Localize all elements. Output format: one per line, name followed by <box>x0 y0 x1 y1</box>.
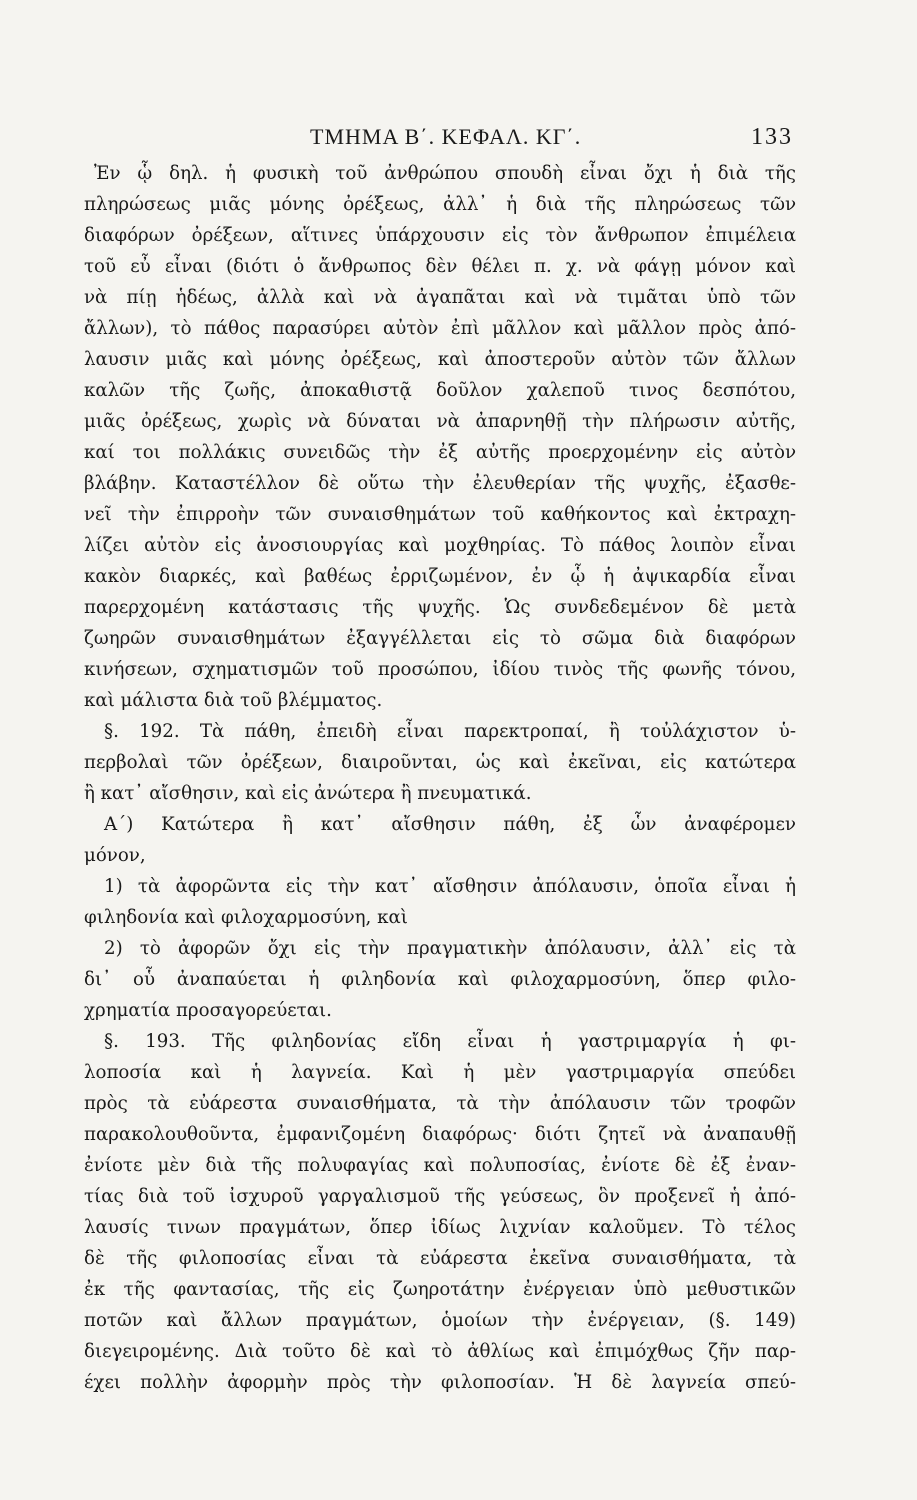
text-line: καί τοι πολλάκις συνειδῶς τὴν ἐξ αὐτῆς προερχομένην εἰς αὐτὸν <box>84 442 796 463</box>
text-line: λαυσιν μιᾶς καὶ μόνης ὀρέξεως, καὶ ἀποστεροῦν αὐτὸν τῶν ἄλλων <box>84 349 796 370</box>
running-title: ΤΜΗΜΑ Β΄. ΚΕΦΑΛ. ΚΓ΄. <box>310 124 582 149</box>
text-line: κινήσεων, σχηματισμῶν τοῦ προσώπου, ἰδίου τινὸς τῆς φωνῆς τόνου, <box>84 659 796 680</box>
text-line: ἐνίοτε μὲν διὰ τῆς πολυφαγίας καὶ πολυποσίας, ἐνίοτε δὲ ἐξ ἐναν- <box>84 1155 796 1176</box>
text-line: μόνον, <box>84 845 146 866</box>
text-line: διεγειρομένης. Διὰ τοῦτο δὲ καὶ τὸ ἀθλίως καὶ ἐπιμόχθως ζῆν παρ- <box>84 1341 796 1362</box>
section-line: §. 192. Τὰ πάθη, ἐπειδὴ εἶναι παρεκτροπαί, ἢ τοὐλάχιστον ὑ- <box>104 721 796 742</box>
text-line: τοῦ εὖ εἶναι (διότι ὁ ἄνθρωπος δὲν θέλει π. χ. νὰ φάγῃ μόνον καὶ <box>84 256 796 277</box>
running-head <box>88 124 793 158</box>
text-line: λίζει αὐτὸν εἰς ἀνοσιουργίας καὶ μοχθηρίας. Τὸ πάθος λοιπὸν εἶναι <box>84 535 796 556</box>
text-line: μιᾶς ὀρέξεως, χωρὶς νὰ δύναται νὰ ἀπαρνηθῇ τὴν πλήρωσιν αὐτῆς, <box>84 411 796 432</box>
text-line: έχει πολλὴν ἀφορμὴν πρὸς τὴν φιλοποσίαν. Ἡ δὲ λαγνεία σπεύ- <box>84 1372 796 1393</box>
text-line: παρακολουθοῦντα, ἐμφανιζομένη διαφόρως· διότι ζητεῖ νὰ ἀναπαυθῇ <box>84 1124 796 1145</box>
text-line: πρὸς τὰ εὐάρεστα συναισθήματα, τὰ τὴν ἀπόλαυσιν τῶν τροφῶν <box>84 1093 796 1114</box>
text-line: κακὸν διαρκές, καὶ βαθέως ἐρριζωμένον, ἐν ᾧ ἡ ἀψικαρδία εἶναι <box>84 566 796 587</box>
text-line: Α΄) Κατώτερα ἢ κατ᾽ αἴσθησιν πάθη, ἐξ ὧν ἀναφέρομεν <box>104 814 796 835</box>
section-line: §. 193. Τῆς φιληδονίας εἴδη εἶναι ἡ γαστριμαργία ἡ φι- <box>104 1031 796 1052</box>
text-line: λαυσίς τινων πραγμάτων, ὅπερ ἰδίως λιχνίαν καλοῦμεν. Τὸ τέλος <box>84 1217 796 1238</box>
text-line: ἄλλων), τὸ πάθος παρασύρει αὐτὸν ἐπὶ μᾶλλον καὶ μᾶλλον πρὸς ἀπό- <box>84 318 796 339</box>
text-line: δὲ τῆς φιλοποσίας εἶναι τὰ εὐάρεστα ἐκεῖνα συναισθήματα, τὰ <box>84 1248 796 1269</box>
text-line: καλῶν τῆς ζωῆς, ἀποκαθιστᾷ δοῦλον χαλεποῦ τινος δεσπότου, <box>84 380 796 401</box>
text-line: νὰ πίῃ ἡδέως, ἀλλὰ καὶ νὰ ἀγαπᾶται καὶ νὰ τιμᾶται ὑπὸ τῶν <box>84 287 796 308</box>
text-line: δι᾽ οὗ ἀναπαύεται ἡ φιληδονία καὶ φιλοχαρμοσύνη, ὅπερ φιλο- <box>84 969 796 990</box>
text-line: πληρώσεως μιᾶς μόνης ὀρέξεως, ἀλλ᾽ ἡ διὰ τῆς πληρώσεως τῶν <box>84 194 796 215</box>
text-line: καὶ μάλιστα διὰ τοῦ βλέμματος. <box>84 690 383 711</box>
text-line: ζωηρῶν συναισθημάτων ἐξαγγέλλεται εἰς τὸ σῶμα διὰ διαφόρων <box>84 628 796 649</box>
page-number: 133 <box>751 124 793 150</box>
text-line: παρερχομένη κατάστασις τῆς ψυχῆς. Ὡς συνδεδεμένον δὲ μετὰ <box>84 597 796 618</box>
text-line: ἢ κατ᾽ αἴσθησιν, καὶ εἰς ἀνώτερα ἢ πνευματικά. <box>84 783 532 804</box>
text-line: βλάβην. Καταστέλλον δὲ οὕτω τὴν ἐλευθερίαν τῆς ψυχῆς, ἐξασθε- <box>84 473 796 494</box>
text-line: τίας διὰ τοῦ ἰσχυροῦ γαργαλισμοῦ τῆς γεύσεως, ὃν προξενεῖ ἡ ἀπό- <box>84 1186 796 1207</box>
text-line: περβολαὶ τῶν ὀρέξεων, διαιροῦνται, ὡς καὶ ἐκεῖναι, εἰς κατώτερα <box>84 752 796 773</box>
text-line: Ἐν ᾧ δηλ. ἡ φυσικὴ τοῦ ἀνθρώπου σπουδὴ εἶναι ὄχι ἡ διὰ τῆς <box>94 163 796 184</box>
list-item-line: 2) τὸ ἀφορῶν ὄχι εἰς τὴν πραγματικὴν ἀπόλαυσιν, ἀλλ᾽ εἰς τὰ <box>104 938 796 959</box>
text-line: ἐκ τῆς φαντασίας, τῆς εἰς ζωηροτάτην ἐνέργειαν ὑπὸ μεθυστικῶν <box>84 1279 796 1300</box>
body-text <box>84 158 796 1398</box>
text-line: φιληδονία καὶ φιλοχαρμοσύνη, καὶ <box>84 907 408 928</box>
text-line: νεῖ τὴν ἐπιρροὴν τῶν συναισθημάτων τοῦ καθήκοντος καὶ ἐκτραχη- <box>84 504 796 525</box>
text-line: διαφόρων ὀρέξεων, αἵτινες ὑπάρχουσιν εἰς τὸν ἄνθρωπον ἐπιμέλεια <box>84 225 796 246</box>
list-item-line: 1) τὰ ἀφορῶντα εἰς τὴν κατ᾽ αἴσθησιν ἀπόλαυσιν, ὁποῖα εἶναι ἡ <box>104 876 796 897</box>
text-line: ποτῶν καὶ ἄλλων πραγμάτων, ὁμοίων τὴν ἐνέργειαν, (§. 149) <box>84 1310 796 1331</box>
text-line: χρηματία προσαγορεύεται. <box>84 1000 332 1021</box>
text-line: λοποσία καὶ ἡ λαγνεία. Καὶ ἡ μὲν γαστριμαργία σπεύδει <box>84 1062 796 1083</box>
